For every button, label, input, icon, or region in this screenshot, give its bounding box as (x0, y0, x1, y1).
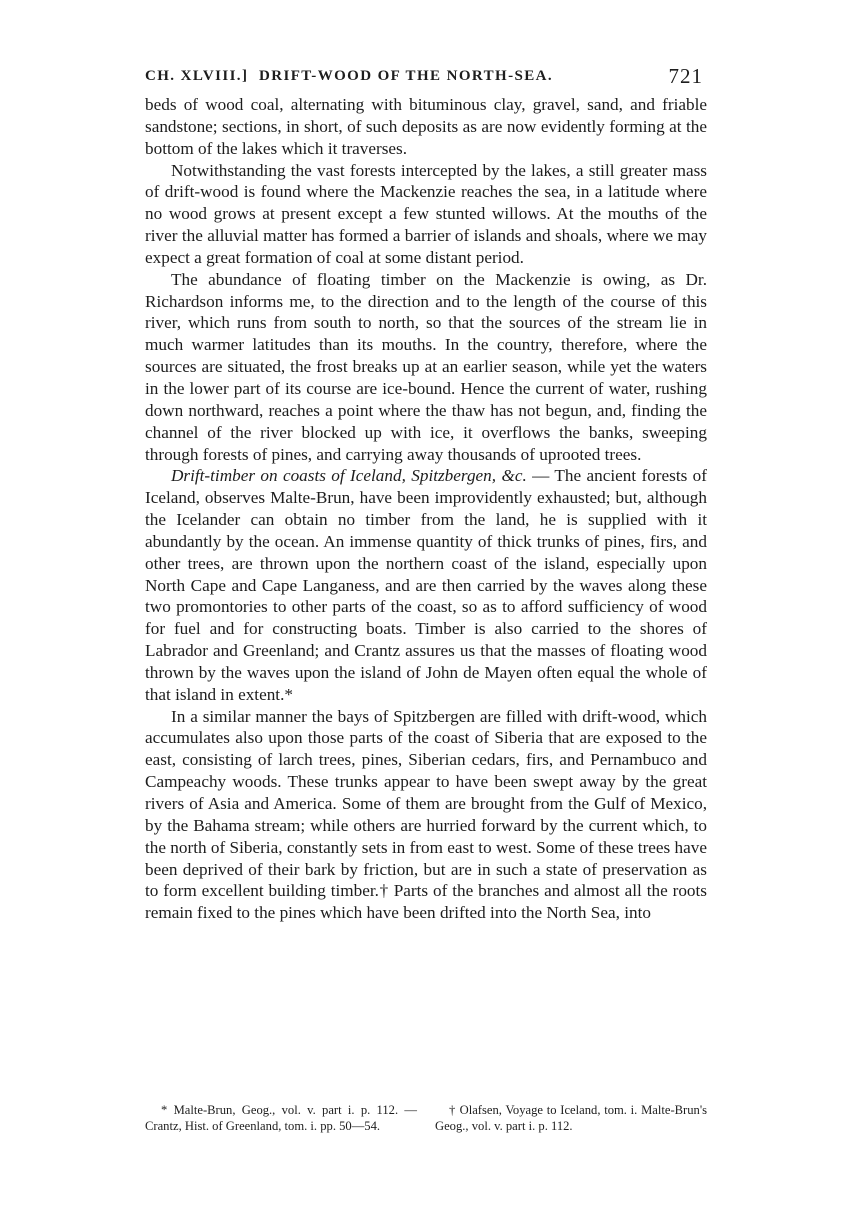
paragraph-continued: beds of wood coal, alternating with bituminous clay, gravel, sand, and friable sandstone; sections, in short, of such deposits as are now evidently forming at the bottom of the lakes which it traverses. (145, 95, 707, 158)
page-number: 721 (668, 64, 703, 88)
footnotes (145, 1102, 707, 1134)
chapter-reference: CH. XLVIII.] (145, 68, 249, 84)
paragraph-spitzbergen: In a similar manner the bays of Spitzbergen are filled with drift-wood, which accumulates also upon those parts of the coast of Siberia that are exposed to the east, consisting of larch trees, pines, Siberian cedars, firs, and Pernambuco and Campeachy woods. These trunks appear to have been swept away by the great rivers of Asia and America. Some of them are brought from the Gulf of Mexico, by the Bahama stream; while others are hurried forward by the current which, to the north of Siberia, constantly sets in from east to west. Some of these trees have been deprived of their bark by friction, but are in such a state of preservation as to form excellent building timber.† Parts of the branches and almost all the roots remain fixed to the pines which have been drifted into the North Sea, into (145, 706, 707, 923)
paragraph-iceland-text: — The ancient forests of Iceland, observes Malte-Brun, have been improvidently exhausted; but, although the Icelander can obtain no timber from the land, he is supplied with it abundantly by the ocean. An immense quantity of thick trunks of pines, firs, and other trees, are thrown upon the northern coast of the island, especially upon North Cape and Cape Langaness, and are then carried by the waves along these two promontories to other parts of the coast, so as to afford sufficiency of wood for fuel and for constructing boats. Timber is also carried to the shores of Labrador and Greenland; and Crantz assures us that the masses of floating wood thrown by the waves upon the island of John de Mayen often equal the whole of that island in extent.* (145, 466, 707, 704)
paragraph-iceland-drift-timber (145, 465, 707, 705)
running-title: DRIFT-WOOD OF THE NORTH-SEA. (259, 68, 553, 84)
body-text (145, 94, 707, 924)
footnote-star: * Malte-Brun, Geog., vol. v. part i. p. 112. — Crantz, Hist. of Greenland, tom. i. pp. 50—54. (145, 1103, 417, 1133)
paragraph-mackenzie-driftwood: Notwithstanding the vast forests intercepted by the lakes, a still greater mass of drift-wood is found where the Mackenzie reaches the sea, in a latitude where no wood grows at present except a few stunted willows. At the mouths of the river the alluvial matter has formed a barrier of islands and shoals, where we may expect a great formation of coal at some distant period. (145, 160, 707, 267)
section-lead-italic: Drift-timber on coasts of Iceland, Spitzbergen, &c. (171, 466, 527, 486)
paragraph-floating-timber: The abundance of floating timber on the Mackenzie is owing, as Dr. Richardson informs me, to the direction and to the length of the course of this river, which runs from south to north, so that the sources of the stream lie in much warmer latitudes than its mouths. In the country, therefore, where the sources are situated, the frost breaks up at an earlier season, while yet the waters in the lower part of its course are ice-bound. Hence the current of water, rushing down northward, reaches a point where the thaw has not begun, and, finding the channel of the river blocked up with ice, it overflows the banks, sweeping through forests of pines, and carrying away thousands of uprooted trees. (145, 269, 707, 464)
running-head (145, 62, 707, 92)
book-page (145, 62, 707, 924)
footnote-dagger: † Olafsen, Voyage to Iceland, tom. i. Malte-Brun's Geog., vol. v. part i. p. 112. (435, 1103, 707, 1133)
